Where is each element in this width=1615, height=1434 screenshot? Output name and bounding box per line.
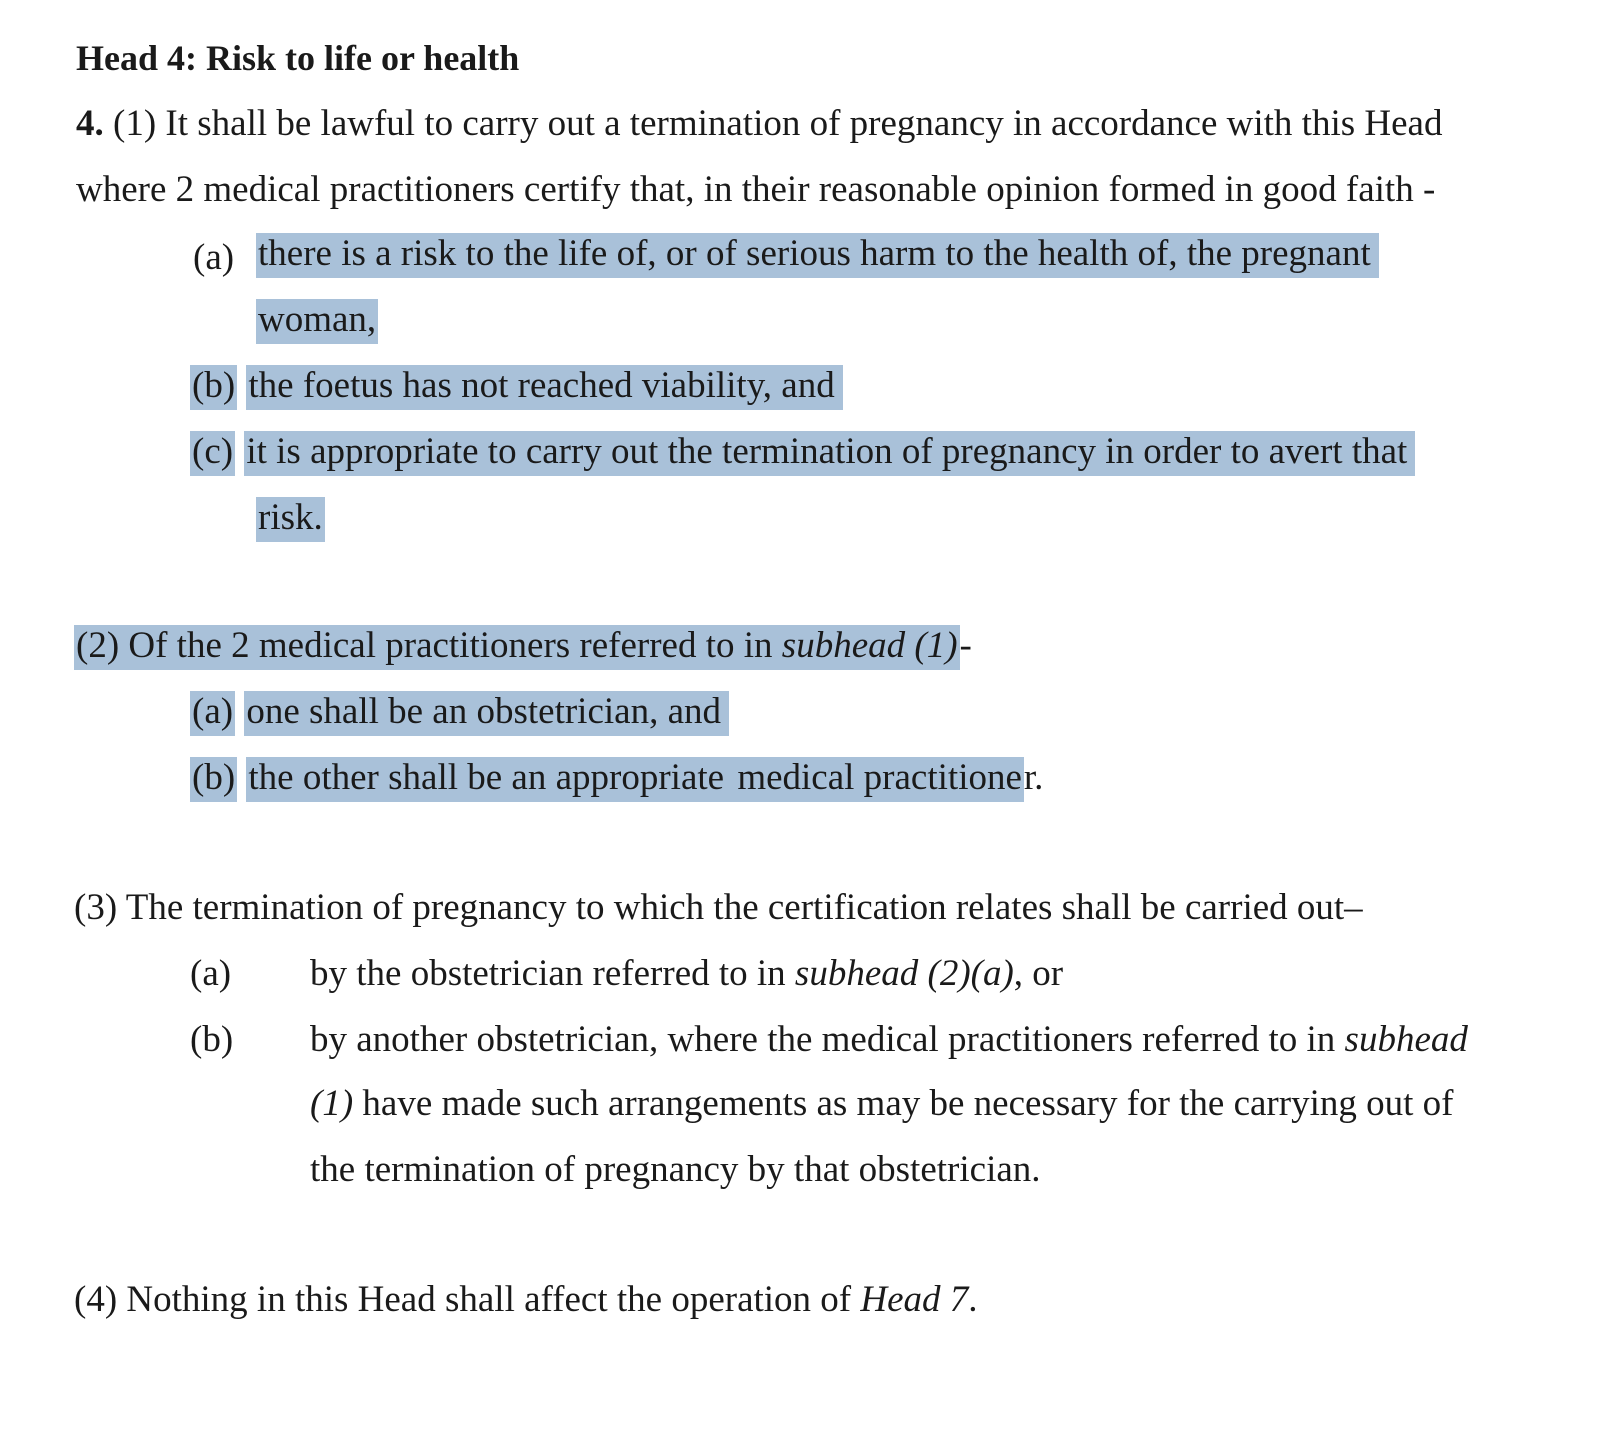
item-3a-post: , or [1013, 953, 1064, 994]
item-1c-text-2: risk. [256, 497, 325, 542]
item-1a-line-2 [256, 298, 378, 342]
item-1c-text-1: it is appropriate to carry out the termination of pregnancy in order to avert that [244, 431, 1415, 476]
item-1a-text-1: there is a risk to the life of, or of serious harm to the health of, the pregnant [256, 233, 1379, 278]
item-1c-line-2 [256, 496, 325, 540]
section-2-ref: subhead (1) [781, 625, 958, 666]
item-3a-label: (a) [190, 953, 232, 994]
item-1b-label: (b) [190, 365, 237, 410]
section-2-lead: (2) Of the 2 medical practitioners referred to in [76, 625, 782, 666]
item-3b-line-2 [310, 1082, 1453, 1126]
item-2a-label: (a) [190, 691, 235, 736]
item-2b-text-c: r. [1023, 757, 1044, 798]
item-3a-ref: subhead (2)(a) [794, 953, 1014, 994]
item-1b-text: the foetus has not reached viability, and [246, 365, 842, 410]
section-4-pre: (4) Nothing in this Head shall affect the operation of [74, 1279, 861, 1320]
section-1-line-1 [76, 102, 1442, 146]
head-title: Head 4: Risk to life or health [76, 38, 520, 78]
item-3b-ref-1: subhead [1344, 1019, 1468, 1060]
item-2b-line [190, 756, 1043, 800]
section-1-line-2: where 2 medical practitioners certify that, in their reasonable opinion formed in good faith - [76, 169, 1436, 210]
item-1a-label: (a) [193, 237, 235, 278]
item-1c-line-1 [190, 430, 1415, 474]
item-3b-post: have made such arrangements as may be necessary for the carrying out of [353, 1083, 1454, 1124]
item-3b-pre: by another obstetrician, where the medical practitioners referred to in [310, 1019, 1345, 1060]
item-3a-line [310, 952, 1063, 996]
section-number: 4. [76, 103, 104, 144]
section-4-ref: Head 7 [860, 1279, 969, 1320]
item-1b-line [190, 364, 843, 408]
item-2a-text: one shall be an obstetrician, and [244, 691, 729, 736]
item-3b-line-3: the termination of pregnancy by that obstetrician. [310, 1149, 1041, 1190]
item-2b-text-b: medical practitione [726, 757, 1024, 802]
section-2-text [74, 625, 960, 670]
item-1a-text-2: woman, [256, 299, 378, 344]
item-2b-text-a: the other shall be an appropriate [246, 757, 726, 802]
item-3b-ref-2: (1) [310, 1083, 354, 1124]
item-3a-pre: by the obstetrician referred to in [310, 953, 795, 994]
item-1a-line-1 [256, 232, 1379, 276]
item-3b-line-1 [310, 1018, 1468, 1062]
section-3-line: (3) The termination of pregnancy to which the certification relates shall be carried out– [74, 887, 1363, 928]
section-2-end: - [959, 625, 972, 666]
section-1-text-1: (1) It shall be lawful to carry out a termination of pregnancy in accordance with this Head [113, 103, 1443, 144]
item-1c-label: (c) [190, 431, 235, 476]
item-2a-line [190, 690, 729, 734]
item-3b-label: (b) [190, 1019, 234, 1060]
section-4-post: . [968, 1279, 978, 1320]
item-2b-label: (b) [190, 757, 237, 802]
section-4-line [74, 1278, 978, 1322]
section-2-line [74, 624, 972, 668]
